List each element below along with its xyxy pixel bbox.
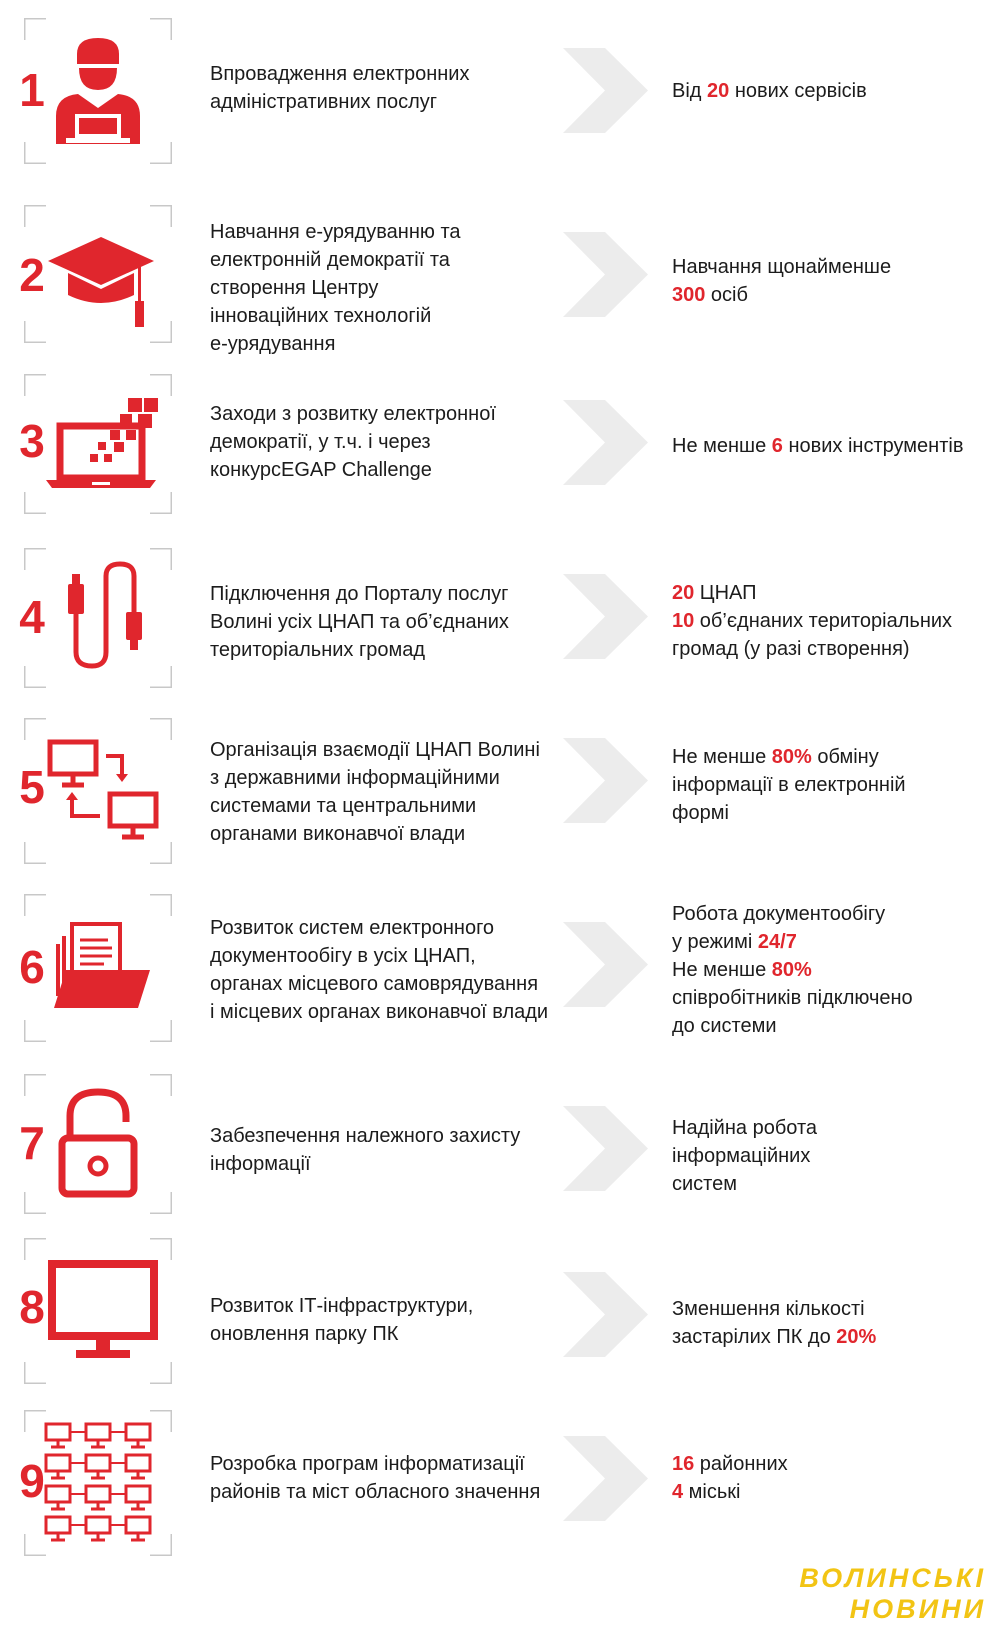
item-number: 5 <box>19 761 45 813</box>
graduation-cap-icon <box>46 233 156 333</box>
result-text: до системи <box>672 1015 777 1037</box>
result-text: громад (у разі створення) <box>672 638 910 660</box>
document-folder-icon <box>46 912 156 1022</box>
padlock-icon <box>58 1086 158 1206</box>
result-line <box>672 1142 992 1170</box>
item-number: 8 <box>19 1281 45 1333</box>
monitors-exchange-icon <box>44 736 174 846</box>
chevron-right-icon <box>563 400 648 485</box>
result-line <box>672 900 992 928</box>
monitor-icon <box>46 1258 166 1368</box>
item-result <box>672 253 992 309</box>
item-number: 4 <box>19 591 45 643</box>
result-line <box>672 743 992 771</box>
result-line <box>672 1478 992 1506</box>
item-result <box>672 1114 992 1198</box>
result-text: Надійна робота <box>672 1117 818 1139</box>
result-text: Не менше <box>672 435 772 457</box>
result-line <box>672 771 992 799</box>
item-description: Впровадження електронних адміністративних послуг <box>210 63 470 113</box>
highlight-value: 6 <box>771 435 783 457</box>
item-number: 2 <box>19 249 45 301</box>
result-line <box>672 432 992 460</box>
result-line <box>672 956 992 984</box>
result-text: формі <box>672 802 729 824</box>
result-line <box>672 1114 992 1142</box>
result-text: Не менше <box>672 959 772 981</box>
result-text: у режимі <box>672 931 758 953</box>
result-line <box>672 1012 992 1040</box>
result-text: ЦНАП <box>694 582 757 604</box>
computer-network-icon <box>40 1420 166 1550</box>
result-text: осіб <box>705 284 748 306</box>
usb-cable-icon <box>48 558 158 678</box>
result-line <box>672 579 992 607</box>
result-text: Навчання щонайменше <box>672 256 892 278</box>
result-text: об’єднаних територіальних <box>694 610 953 632</box>
item-number: 1 <box>19 64 45 116</box>
result-text: інформації в електронній <box>672 774 906 796</box>
item-result <box>672 1295 992 1351</box>
result-text: районних <box>694 1453 788 1475</box>
item-number: 6 <box>19 941 45 993</box>
laptop-pixels-icon <box>34 392 164 492</box>
chevron-right-icon <box>563 232 648 317</box>
result-text: систем <box>672 1173 737 1195</box>
item-description: Підключення до Порталу послуг Волині усіх ЦНАП та об’єднаних територіальних громад <box>210 583 509 661</box>
item-result <box>672 77 992 105</box>
highlight-value: 80% <box>771 959 812 981</box>
result-text: співробітників підключено <box>672 987 913 1009</box>
result-line <box>672 1295 992 1323</box>
result-line <box>672 253 992 281</box>
result-text: нових сервісів <box>729 80 867 102</box>
item-description: Забезпечення належного захисту інформації <box>210 1125 521 1175</box>
item-result <box>672 900 992 1040</box>
user-laptop-icon <box>48 36 148 146</box>
result-line <box>672 281 992 309</box>
item-description: Заходи з розвитку електронної демократії, у т.ч. і через конкурсEGAP Challenge <box>210 403 496 481</box>
highlight-value: 20% <box>836 1326 877 1348</box>
item-result <box>672 579 992 663</box>
highlight-value: 24/7 <box>757 931 797 953</box>
highlight-value: 10 <box>672 610 695 632</box>
result-text: інформаційних <box>672 1145 811 1167</box>
highlight-value: 20 <box>707 80 730 102</box>
result-text: застарілих ПК до <box>672 1326 837 1348</box>
item-number: 7 <box>19 1117 45 1169</box>
result-line <box>672 1450 992 1478</box>
chevron-right-icon <box>563 1272 648 1357</box>
highlight-value: 20 <box>672 582 695 604</box>
result-text: міські <box>683 1481 741 1503</box>
item-description: Організація взаємодії ЦНАП Волині з державними інформаційними системами та центральними органами виконавчої влади <box>210 739 540 845</box>
item-description: Розвиток ІТ-інфраструктури, оновлення парку ПК <box>210 1295 474 1345</box>
result-text: Зменшення кількості <box>672 1298 865 1320</box>
result-text: Від <box>672 80 708 102</box>
result-line <box>672 928 992 956</box>
result-line <box>672 984 992 1012</box>
item-result <box>672 1450 992 1506</box>
highlight-value: 16 <box>672 1453 695 1475</box>
result-text: нових інструментів <box>782 435 964 457</box>
chevron-right-icon <box>563 1106 648 1191</box>
result-text: Не менше <box>672 746 772 768</box>
chevron-right-icon <box>563 48 648 133</box>
highlight-value: 300 <box>672 284 706 306</box>
item-number: 3 <box>19 415 45 467</box>
result-line <box>672 1323 992 1351</box>
highlight-value: 4 <box>672 1481 684 1503</box>
result-line <box>672 77 992 105</box>
result-line <box>672 1170 992 1198</box>
highlight-value: 80% <box>771 746 812 768</box>
result-line <box>672 799 992 827</box>
result-text: Робота документообігу <box>672 903 886 925</box>
item-description: Розробка програм інформатизації районів та міст обласного значення <box>210 1453 541 1503</box>
item-result <box>672 743 992 827</box>
result-line <box>672 635 992 663</box>
result-text: обміну <box>811 746 879 768</box>
result-line <box>672 607 992 635</box>
chevron-right-icon <box>563 922 648 1007</box>
item-result <box>672 432 992 460</box>
item-description: Навчання е-урядуванню та електронній демократії та створення Центру інноваційних технологій е-урядування <box>210 221 461 355</box>
brand-logo: ВОЛИНСЬКІ НОВИНИ <box>799 1563 986 1624</box>
item-description: Розвиток систем електронного документообігу в усіх ЦНАП, органах місцевого самоврядування і місцевих органах виконавчої влади <box>210 917 549 1023</box>
chevron-right-icon <box>563 738 648 823</box>
chevron-right-icon <box>563 1436 648 1521</box>
chevron-right-icon <box>563 574 648 659</box>
item-number: 9 <box>19 1455 45 1507</box>
